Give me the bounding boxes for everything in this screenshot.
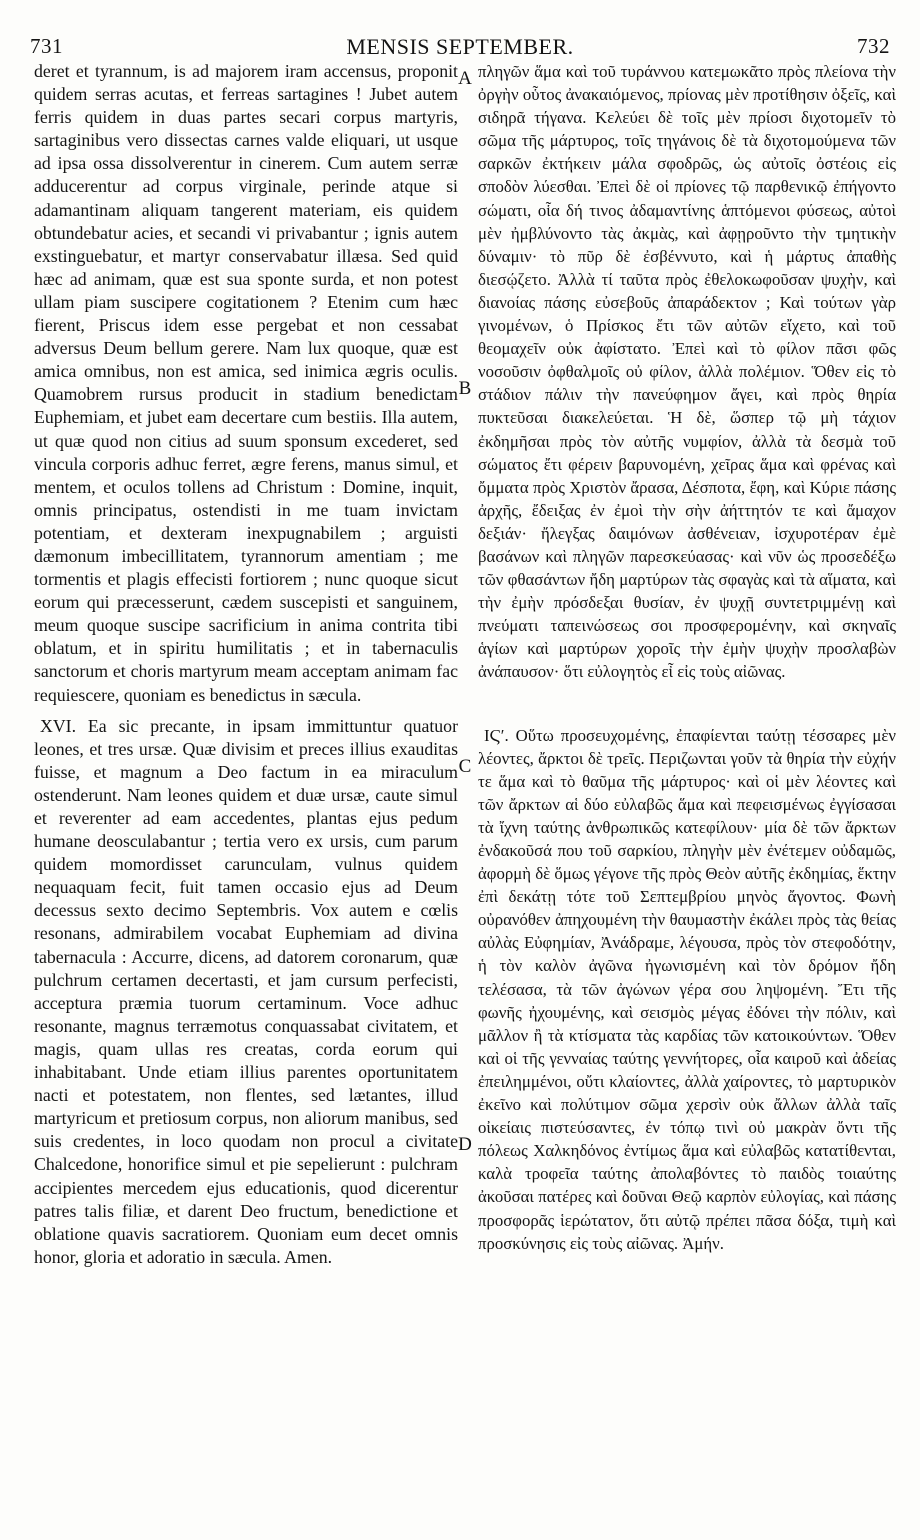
- margin-marker: B: [458, 378, 472, 399]
- page-number-left: 731: [30, 34, 63, 58]
- greek-paragraph: πληγῶν ἅμα καὶ τοῦ τυράννου κατεμωκᾶτο πρὸς πλείονα τὴν ὀργὴν οὗτος ἀνακαιόμενος, πρίονας μὲν προτίθησιν ὀξεῖς, καὶ σιδηρᾶ τήγανα. Κελεύει δὲ τοῖς μὲν πρίοσι διχοτομεῖν τὸ σῶμα τῆς μάρτυρος, τοῖς τηγάνοις δὲ τὰ διχοτομούμενα τῶν σαρκῶν ἐκτήκειν μάλα σφοδρῶς, ὡς αὐτοῖς ὀστέοις εἰς σποδὸν λύεσθαι. Ἐπεὶ δὲ οἱ πρίονες τῷ παρθενικῷ ἐπήγοντο σώματι, οἷα δή τινος ἀδαμαντίνης ἁπτόμενοι φύσεως, αὐτοὶ μὲν ἠμβλύνοντο τὰς ἀκμὰς, καὶ ἀφῃροῦντο τὴν τμητικὴν δύναμιν· τὸ πῦρ δὲ ἐσβέννυτο, καὶ ἡ μάρτυς ἀπαθὴς διεσῴζετο. Ἀλλὰ τί ταῦτα πρὸς ἐθελοκωφοῦσαν ψυχὴν, καὶ διανοίας πάσης εὐσεβοῦς ἀπαράδεκτον ; Καὶ τούτων γὰρ γινομένων, ὁ Πρίσκος ἔτι τῶν αὐτῶν εἴχετο, καὶ τοῦ θεομαχεῖν οὐκ ἀφίστατο. Ἐπεὶ καὶ τὸ φίλον πᾶσι φῶς νοσοῦσιν ὀφθαλμοῖς οὐ φίλον, ἀλλὰ πολέμιον. Ὅθεν εἰς τὸ στάδιον πάλιν τὴν πανεύφημον ἄγει, καὶ πρὸς θηρία πυκτεῦσαι διακελεύεται. Ἡ δὲ, ὥσπερ τῷ μὴ τάχιον ἐκδημῆσαι πρὸς τὸν αὐτῆς νυμφίον, ἀλλὰ τὰ δεσμὰ τοῦ σώματος ἔτι φέρειν βαρυνομένη, χεῖρας ἅμα καὶ φρένας καὶ ὄμματα πρὸς Χριστὸν ἄρασα, Δέσποτα, ἔφη, καὶ Κύριε πάσης ἀρχῆς, ἔδειξας ἐν ἐμοὶ τὴν σὴν ἀήττητόν τε καὶ ἄμαχον δεξιάν· ἤλεγξας δαιμόνων ἀσθένειαν, ἰσχυροτέραν ἐμὲ βασάνων καὶ πληγῶν παρεσκεύασας· καὶ νῦν ὡς προσεδέξω τῶν φθασάντων ἤδη μαρτύρων τὰς σφαγὰς καὶ τὰ αἵματα, καὶ τὴν ἐμὴν πρόσδεξαι θυσίαν, ἐν ψυχῇ συντετριμμένῃ καὶ πνεύματι ταπεινώσεως σοι προσφερομένην, καὶ σκηναῖς ἁγίων καὶ μαρτύρων χοροῖς τὴν ἐμὴν ψυχὴν προσλαβὼν ἀνάπαυσον· ὅτι εὐλογητὸς εἶ εἰς τοὺς αἰῶνας.: [478, 62, 896, 682]
- greek-paragraph: ΙϚʹ. Οὕτω προσευχομένης, ἐπαφίενται ταύτῃ τέσσαρες μὲν λέοντες, ἄρκτοι δὲ τρεῖς. Περιζωνται γοῦν τὰ θηρία τὴν εὐχήν τε ἅμα καὶ τὸ θαῦμα τῆς μάρτυρος· καὶ οἱ μὲν λέοντες καὶ τῶν ἄρκτων αἱ δύο εὐλαβῶς ἅμα καὶ πεφεισμένως ἐγγίσασαι τὰ ἴχνη ταύτης ἀνθρωπικῶς κατεφίλουν· μία δὲ τῶν ἄρκτων ἐνδακοῦσά που τοῦ σαρκίου, πληγὴν μὲν ἐνέτεμεν οὐδαμῶς, ἀφορμὴ δὲ ὅμως γέγονε τῆς πρὸς Θεὸν αὐτῆς ἐκδημίας, ἕκτην ἐπὶ δεκάτῃ τότε τοῦ Σεπτεμβρίου μηνὸς ἄγοντος. Φωνὴ οὐρανόθεν ἀπηχουμένη τὴν θαυμαστὴν ἐκάλει πρὸς τὰς θείας αὐλὰς Εὐφημίαν, Ἀνάδραμε, λέγουσα, πρὸς τὸν στεφοδότην, ἡ τὸν καλὸν ἀγῶνα ἠγωνισμένη καὶ τὸν δρόμον ἤδη τελέσασα, τὰ τῶν ἀγώνων γέρα σου ληψομένη. Ἔτι τῆς φωνῆς ἠχουμένης, καὶ σεισμὸς μέγας ἐδόνει τὴν πόλιν, καὶ μᾶλλον ἢ τὰ κτίσματα τὰς καρδίας τῶν κατοικούντων. Ὅθεν καὶ οἱ τῆς γενναίας ταύτης γεννήτορες, οἷα καιροῦ καὶ ἀδείας ἐπειλημμένοι, οὔτι κλαίοντες, ἀλλὰ χαίροντες, τὸ μαρτυρικὸν ἐκεῖνο καὶ πολύτιμον σῶμα χερσὶν οὐκ ἄλλων ἀλλὰ ταῖς οἰκείαις πιστεύσαντες, ἐν τόπῳ τινὶ οὐ μακρὰν ὄντι τῆς πόλεως Χαλκηδόνος ἐντίμως ἅμα καὶ εὐλαβῶς κατατίθενται, καλὰ τροφεῖα ταύτης ἀπολαβόντες τὸ παιδὸς τοιαύτης ἀκοῦσαι πατέρες καὶ δοῦναι Θεῷ καρπὸν εὐλογίας, καὶ πάσης προσφορᾶς ἱερώτατον, ὅτι αὐτῷ πρέπει πᾶσα δόξα, τιμὴ καὶ προσκύνησις εἰς τοὺς αἰῶνας. Ἀμήν.: [478, 725, 896, 1253]
- page-number-right: 732: [857, 34, 890, 58]
- margin-marker: A: [458, 68, 472, 89]
- latin-paragraph: deret et tyrannum, is ad majorem iram accensus, proponit quidem serras acutas, et ferreas sartagines ! Jubet autem ferris quidem in duas partes secari corpus martyris, sartaginibus vero dissectas carnes valde eliquari, ut usque ad ipsa ossa dissolverentur in cinerem. Cum autem serræ adducerentur ad corpus virginale, perinde atque si adamantinam aliquam tangerent materiam, eis quidem obtundebatur acies, et secandi vi privabantur ; ignis autem exstinguebatur, et martyr conservabatur illæsa. Sed quid hæc ad animam, quæ est sua sponte surda, et non potest ullam piam suscipere cogitationem ? Etenim cum hæc fierent, Priscus idem esse pergebat et non cessabat adversus Deum bellum gerere. Nam lux quoque, quæ est amica omnibus, non est amica, sed inimica ægris oculis. Quamobrem rursus producit in stadium benedictam Euphemiam, et jubet eam decertare cum bestiis. Illa autem, ut quæ quod non citius ad suum sponsum excederet, sed vincula corporis adhuc ferret, ægre ferens, manus simul, et mentem, et oculos tollens ad Christum : Domine, inquit, omnis principatus, ostendisti in me tuam invictam potentiam, et dexteram inexpugnabilem ; arguisti dæmonum imbecillitatem, tyrannorum amentiam ; me tormentis et plagis effecisti fortiorem ; nunc quoque sicut eorum qui præcesserunt, cædem suscepisti et sanguinem, meum quoque suscipe sacrificium in anima contrita tibi oblatum, et in spiritu humilitatis ; et in tabernaculis sanctorum et choris martyrum meam acceptam animam fac requiescere, quoniam es benedictus in sæcula.: [34, 61, 458, 705]
- latin-column: [34, 60, 458, 1500]
- greek-column: [478, 60, 896, 1500]
- margin-marker: C: [458, 756, 472, 777]
- running-title: MENSIS SEPTEMBER.: [346, 34, 574, 59]
- margin-marker: D: [458, 1134, 472, 1155]
- latin-paragraph: XVI. Ea sic precante, in ipsam immittuntur quatuor leones, et tres ursæ. Quæ divisim et preces illius exauditas fuisse, et magnum a Deo factum in ea miraculum ostenderunt. Nam leones quidem et duæ ursæ, caute simul et reverenter ad eam accedentes, plantas ejus pedum humane deosculabantur ; tertia vero ex ursis, cum parum quidem momordisset carunculam, vulnus quidem nequaquam fecit, fuit tamen occasio ejus ad Deum decessus sexto decimo Septembris. Vox autem e cœlis resonans, admirabilem vocabat Euphemiam ad divina tabernacula : Accurre, dicens, ad datorem coronarum, quæ pulchrum certamen decertasti, et jam cursum perfecisti, acceptura præmia tuorum certaminum. Voce adhuc resonante, magnus terræmotus conquassabat civitatem, et magis, quam ullas res creatas, corda eorum qui inhabitabant. Unde etiam illius parentes oportunitatem nacti et potestatem, non flentes, sed lætantes, illud martyricum et pretiosum corpus, non aliorum manibus, sed suis credentes, in loco quodam non procul a civitate Chalcedone, honorifice simul et pie sepelierunt : pulchram accipientes mercedem ejus educationis, quod dicerentur patres talis filiæ, et darent Deo fructum, benedictione et oblatione quavis sacratiorem. Quoniam eum decet omnis honor, gloria et adoratio in sæcula. Amen.: [34, 715, 458, 1267]
